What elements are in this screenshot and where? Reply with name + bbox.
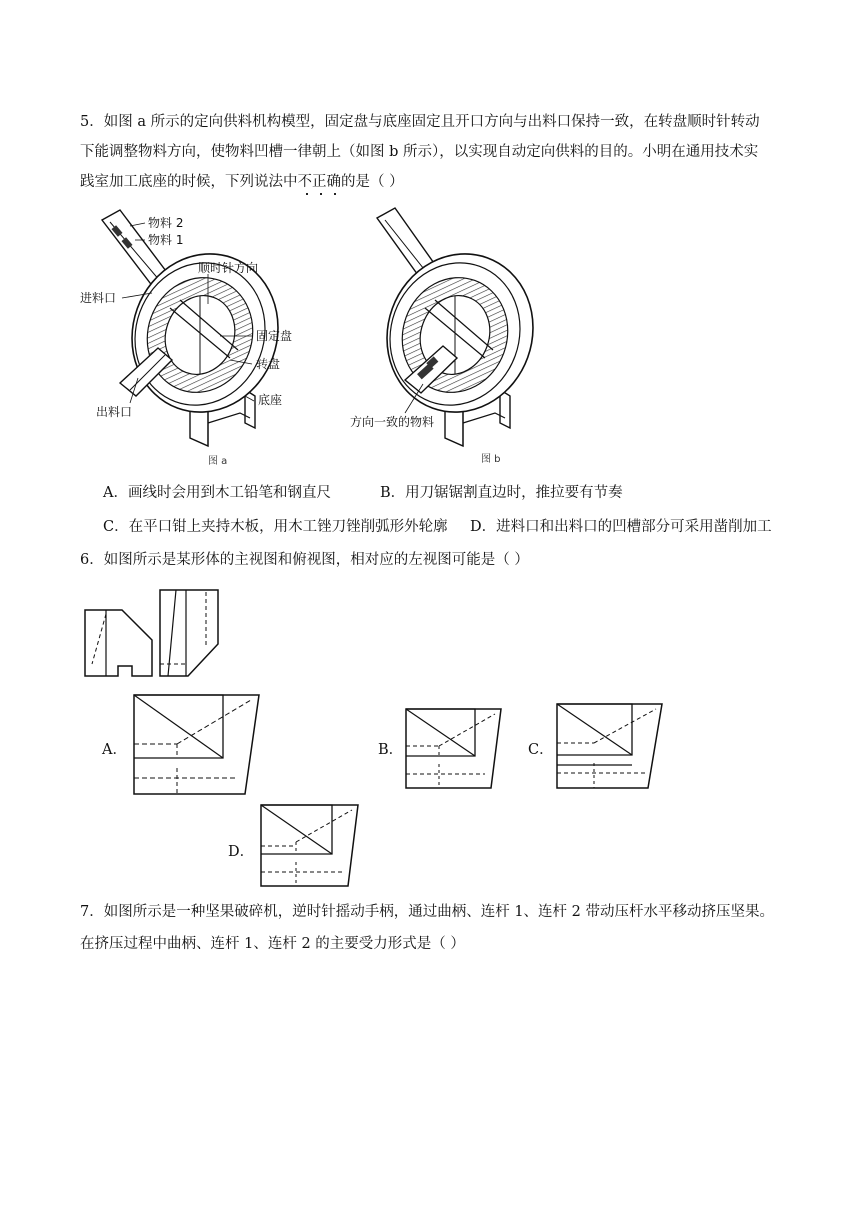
label-outlet: 出料口 — [96, 405, 133, 419]
figure-a-caption: 图 a — [208, 456, 228, 467]
q5-option-c: C．在平口钳上夹持木板，用木工锉刀锉削弧形外轮廓 — [103, 519, 448, 535]
q5-line-2: 下能调整物料方向，使物料凹槽一律朝上（如图 b 所示），以实现自动定向供料的目的。小明在通用技术实 — [80, 144, 759, 160]
q5-line-1: 5．如图 a 所示的定向供料机构模型，固定盘与底座固定且开口方向与出料口保持一致，在转盘顺时针转动 — [80, 114, 760, 130]
q6-option-a-view — [133, 694, 263, 796]
q6-option-c-label: C． — [528, 742, 554, 758]
label-inlet: 进料口 — [80, 291, 117, 305]
q6-option-c-view — [556, 703, 666, 790]
label-material-2: 物料 2 — [148, 216, 184, 230]
label-turntable: 转盘 — [256, 357, 281, 371]
figure-b — [345, 208, 535, 468]
label-base: 底座 — [258, 393, 283, 407]
q7-line-1: 7．如图所示是一种坚果破碎机，逆时针摇动手柄，通过曲柄、连杆 1、连杆 2 带动压杆水平移动挤压坚果。 — [80, 904, 774, 920]
q6-option-b-view — [405, 708, 505, 790]
label-fixed-disc: 固定盘 — [256, 329, 293, 343]
q5-line-3-pre: 践室加工底座的时候，下列说法中 — [80, 174, 298, 190]
q6-main-and-top-views — [84, 588, 224, 682]
q6-option-b-label: B． — [378, 742, 404, 758]
q5-option-a: A．画线时会用到木工铅笔和钢直尺 — [103, 485, 331, 501]
q5-emphasis: 不正确 — [297, 174, 341, 190]
figure-b-caption: 图 b — [481, 454, 501, 465]
label-aligned-material: 方向一致的物料 — [350, 415, 435, 429]
q6-option-d-label: D． — [228, 844, 255, 860]
q5-option-d: D．进料口和出料口的凹槽部分可采用凿削加工 — [470, 519, 772, 535]
q5-line-3 — [80, 172, 404, 192]
label-clockwise: 顺时针方向 — [198, 261, 259, 275]
q6-option-d-view — [260, 804, 362, 888]
figure-a — [80, 208, 340, 468]
q6-option-a-label: A． — [102, 742, 127, 758]
label-material-1: 物料 1 — [148, 233, 184, 247]
q5-line-3-post: 的是（ ） — [341, 174, 404, 190]
q7-line-2: 在挤压过程中曲柄、连杆 1、连杆 2 的主要受力形式是（ ） — [80, 936, 465, 952]
q5-option-b: B．用刀锯锯割直边时，推拉要有节奏 — [380, 485, 623, 501]
q6-text: 6．如图所示是某形体的主视图和俯视图，相对应的左视图可能是（ ） — [80, 552, 529, 568]
